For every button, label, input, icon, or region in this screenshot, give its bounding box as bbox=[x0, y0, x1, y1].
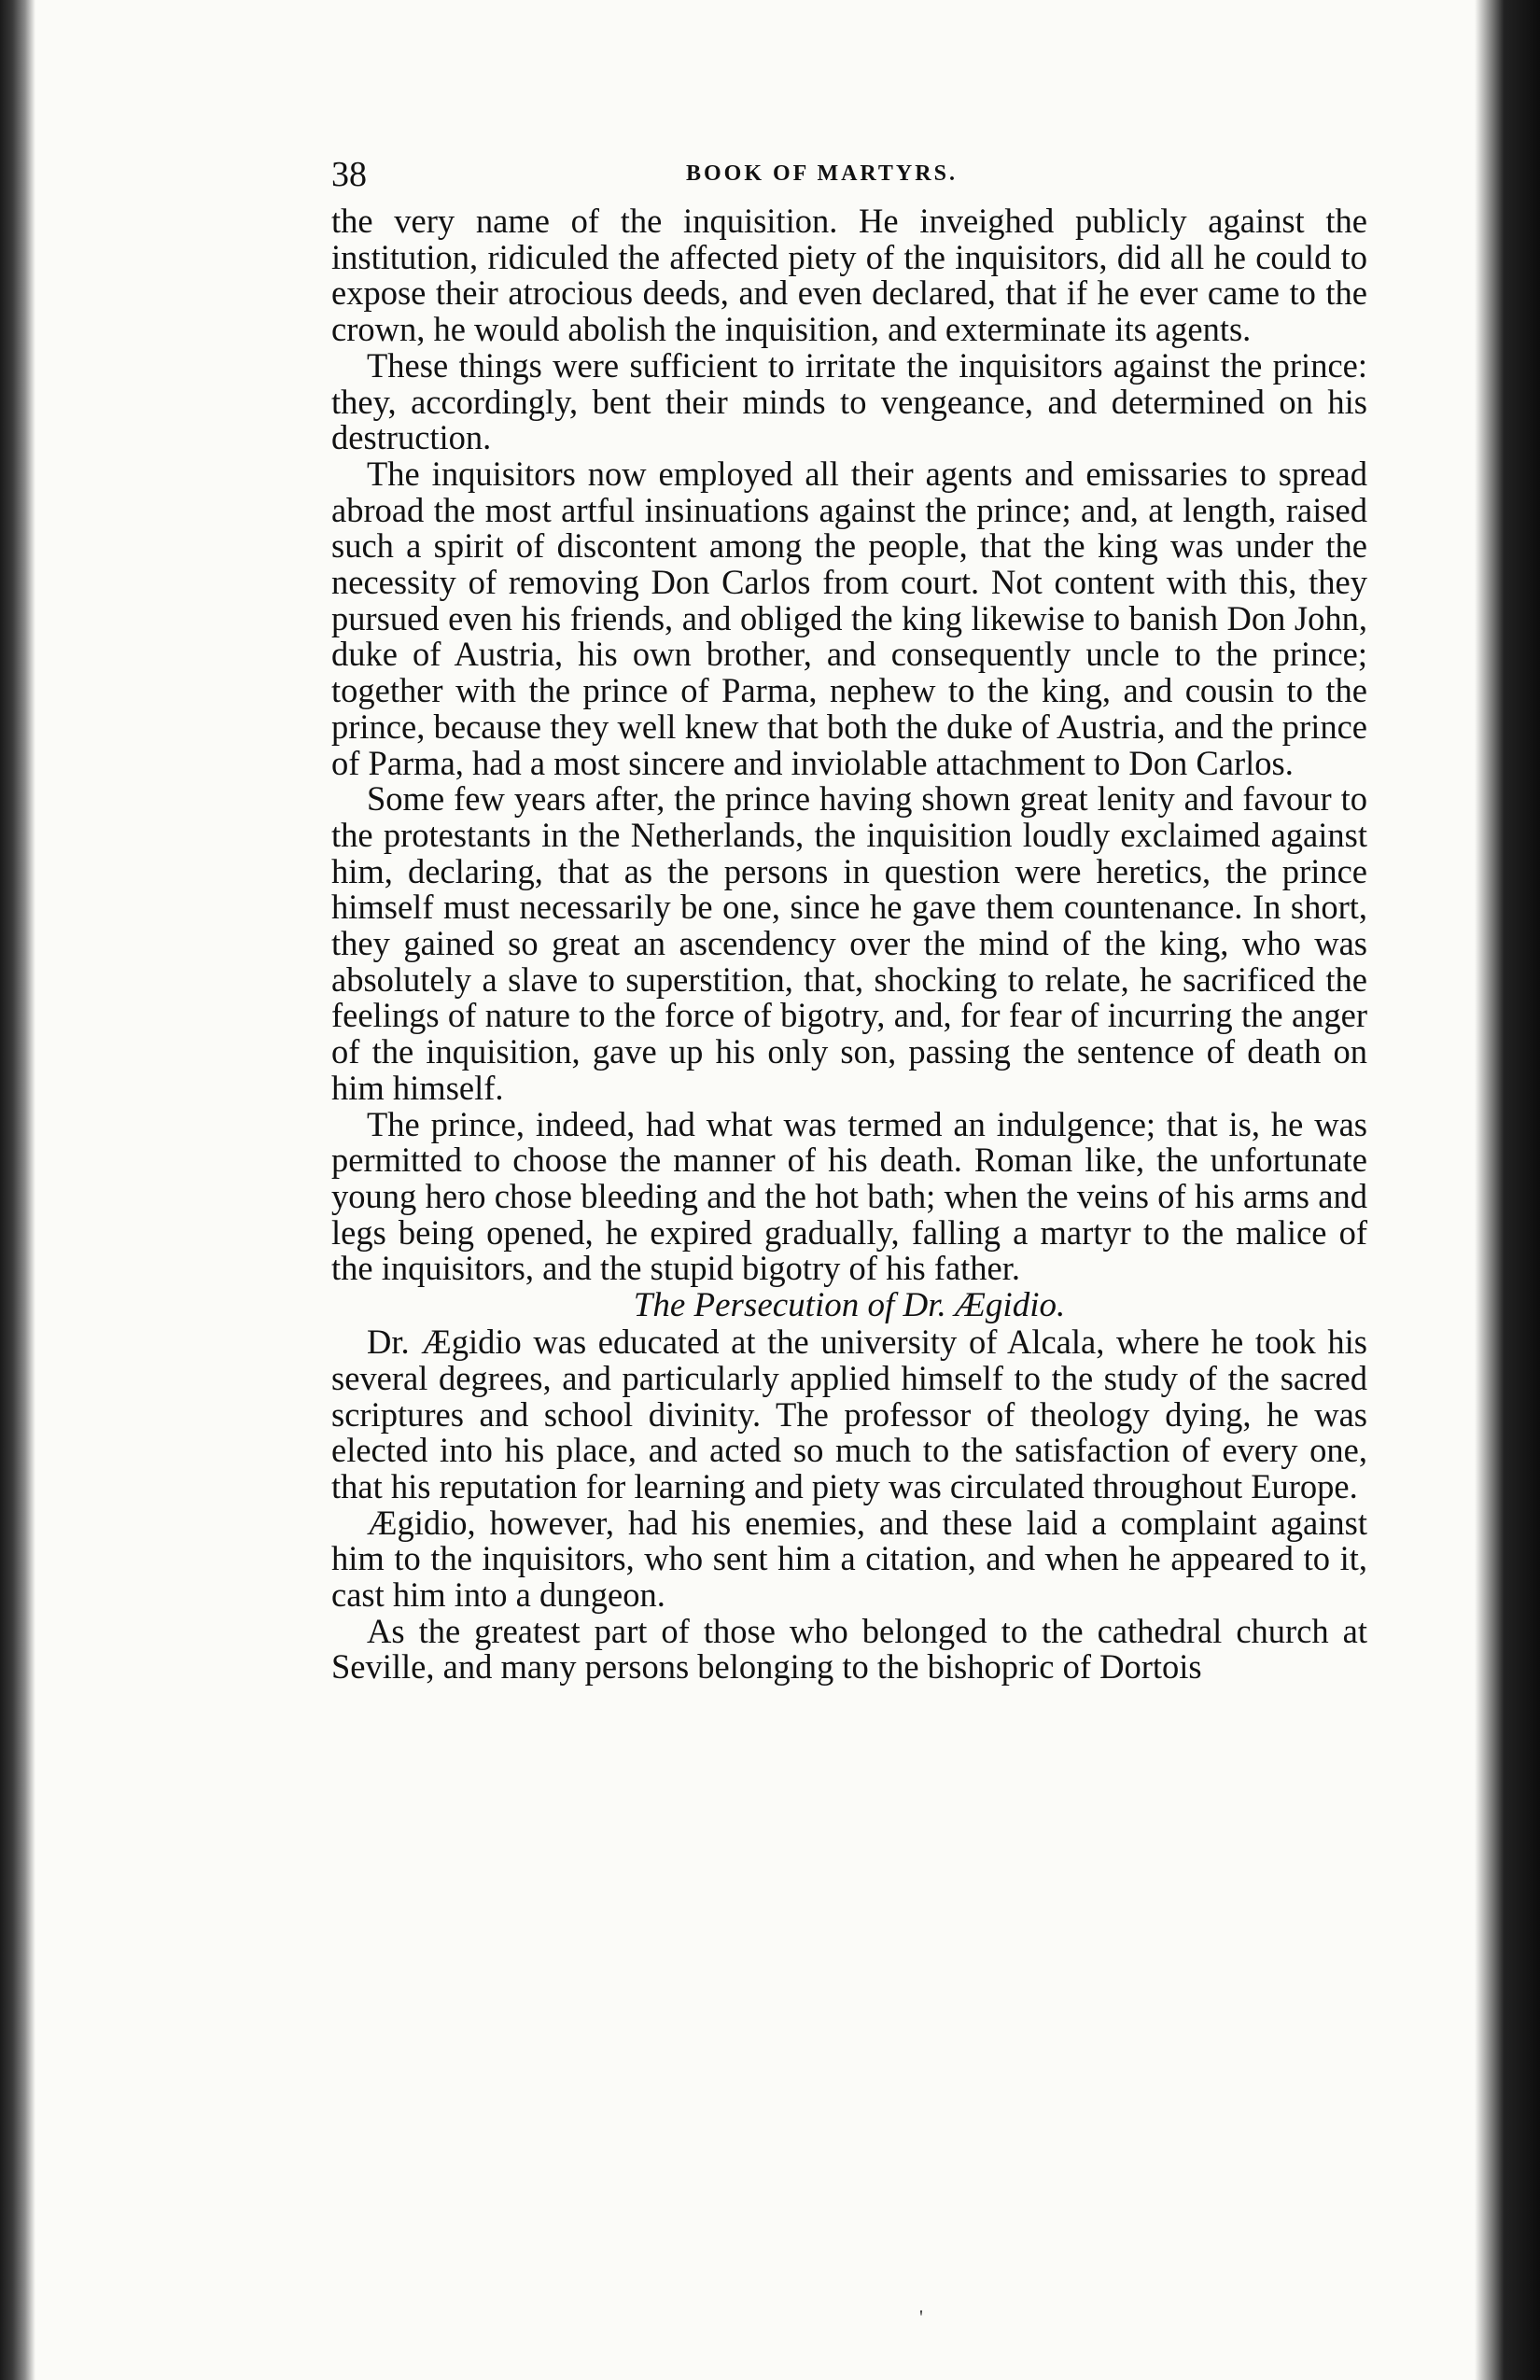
page-header bbox=[331, 154, 1367, 201]
right-binding-shadow bbox=[1475, 0, 1540, 2380]
paragraph: These things were sufficient to irritate the inquisitors against the prince: they, accordingly, bent their minds to vengeance, and determined on his destruction. bbox=[331, 345, 1367, 457]
running-title: BOOK OF MARTYRS. bbox=[686, 161, 958, 186]
footer-mark: ' bbox=[919, 2305, 923, 2329]
paragraph: Some few years after, the prince having shown great lenity and favour to the protestants in the Netherlands, the inquisition loudly exclaimed against him, declaring, that as the persons in question were heretics, the prince himself must necessarily be one, since he gave them countenance. In short, they gained so great an ascendency over the mind of the king, who was absolutely a slave to superstition, that, shocking to relate, he sacrificed the feelings of nature to the force of bigotry, and, for fear of incurring the anger of the inquisition, gave up his only son, passing the sentence of death on him himself. bbox=[331, 779, 1367, 1107]
paragraph: As the greatest part of those who belonged to the cathedral church at Seville, and many persons belonging to the bishopric of Dortois bbox=[331, 1611, 1367, 1687]
paragraph: Ægidio, however, had his enemies, and these laid a complaint against him to the inquisitors, who sent him a citation, and when he appeared to it, cast him into a dungeon. bbox=[331, 1503, 1367, 1615]
paragraph: Dr. Ægidio was educated at the university of Alcala, where he took his several degrees, and particularly applied himself to the study of the sacred scriptures and school divinity. The professor of theology dying, he was elected into his place, and acted so much to the satisfaction of every one, that his reputation for learning and piety was circulated throughout Europe. bbox=[331, 1323, 1367, 1505]
section-heading: The Persecution of Dr. Ægidio. bbox=[633, 1286, 1066, 1325]
paragraph: the very name of the inquisition. He inveighed publicly against the institution, ridiculed the affected piety of the inquisitors, did all he could to expose their atrocious deeds, and even declared, that if he ever came to the crown, he would abolish the inquisition, and exterminate its agents. bbox=[331, 202, 1367, 349]
body-text bbox=[331, 203, 1367, 1686]
page-number: 38 bbox=[331, 155, 367, 194]
paragraph: The prince, indeed, had what was termed an indulgence; that is, he was permitted to choose the manner of his death. Roman like, the unfortunate young hero chose bleeding and the hot bath; when the veins of his arms and legs being opened, he expired gradually, falling a martyr to the malice of the inquisitors, and the stupid bigotry of his father. bbox=[331, 1104, 1367, 1288]
left-binding-shadow bbox=[0, 0, 35, 2380]
paragraph: The inquisitors now employed all their agents and emissaries to spread abroad the most artful insinuations against the prince; and, at length, raised such a spirit of discontent among the people, that the king was under the necessity of removing Don Carlos from court. Not content with this, they pursued even his friends, and obliged the king likewise to banish Don John, duke of Austria, his own brother, and consequently uncle to the prince; together with the prince of Parma, nephew to the king, and cousin to the prince, because they well knew that both the duke of Austria, and the prince of Parma, had a most sincere and inviolable attachment to Don Carlos. bbox=[331, 454, 1367, 782]
